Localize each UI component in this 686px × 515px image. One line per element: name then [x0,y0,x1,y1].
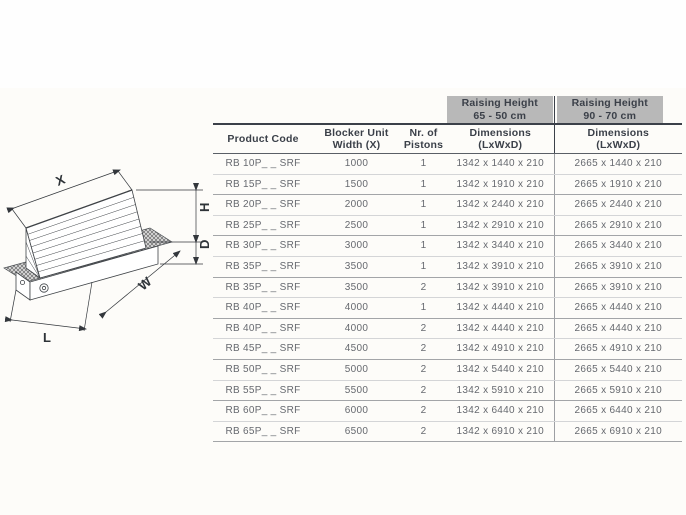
dimensions-90-70-cell: 2665 x 4440 x 210 [554,298,682,319]
blocker-width-cell: 2500 [313,215,400,236]
product-code-cell: RB 40P_ _ SRF [213,298,313,319]
column-header-nr-of-pistons [400,124,447,154]
group-header-65-50-line2: 65 - 50 cm [473,109,527,122]
pistons-cell: 1 [400,154,447,175]
pistons-cell: 1 [400,236,447,257]
blocker-width-cell: 6500 [313,421,400,442]
dimensions-65-50-cell: 1342 x 2910 x 210 [447,215,554,236]
pistons-cell: 2 [400,359,447,380]
table-row [213,256,682,277]
column-header-dimensions2-line1: Dimensions [587,126,649,139]
column-header-row [213,124,682,154]
pistons-cell: 1 [400,256,447,277]
road-blocker-diagram [0,148,215,383]
column-header-product-code-label: Product Code [227,132,299,145]
dimensions-65-50-cell: 1342 x 4440 x 210 [447,298,554,319]
dimensions-65-50-cell: 1342 x 1910 x 210 [447,174,554,195]
dimensions-90-70-cell: 2665 x 5910 x 210 [554,380,682,401]
column-header-blocker-unit-width [313,124,400,154]
column-header-dimensions1-line2: (LxWxD) [478,139,523,151]
dimension-label-l: L [43,330,51,345]
table-row [213,421,682,442]
pistons-cell: 2 [400,380,447,401]
blocker-width-cell: 3500 [313,256,400,277]
dimensions-90-70-cell: 2665 x 3910 x 210 [554,277,682,298]
table-row [213,359,682,380]
pistons-cell: 2 [400,339,447,360]
dimensions-65-50-cell: 1342 x 5910 x 210 [447,380,554,401]
group-header-90-70-line2: 90 - 70 cm [583,109,637,122]
product-code-cell: RB 60P_ _ SRF [213,401,313,422]
dimensions-65-50-cell: 1342 x 4910 x 210 [447,339,554,360]
column-header-dimensions2-line2: (LxWxD) [596,139,641,151]
group-header-spacer [213,96,447,124]
blocker-width-cell: 3500 [313,277,400,298]
table-row [213,318,682,339]
column-header-blocker-unit-line1: Blocker Unit [324,126,389,139]
pistons-cell: 2 [400,318,447,339]
blocker-width-cell: 2000 [313,195,400,216]
dimensions-90-70-cell: 2665 x 4440 x 210 [554,318,682,339]
blocker-width-cell: 1000 [313,154,400,175]
dimensions-90-70-cell: 2665 x 5440 x 210 [554,359,682,380]
dimensions-90-70-cell: 2665 x 2440 x 210 [554,195,682,216]
road-blocker-isometric-drawing [0,148,215,383]
product-code-cell: RB 45P_ _ SRF [213,339,313,360]
pistons-cell: 1 [400,195,447,216]
column-header-dimensions-90-70 [554,124,682,154]
dimensions-90-70-cell: 2665 x 6440 x 210 [554,401,682,422]
table-row [213,154,682,175]
table-row [213,401,682,422]
product-code-cell: RB 10P_ _ SRF [213,154,313,175]
table-row [213,277,682,298]
product-code-cell: RB 35P_ _ SRF [213,277,313,298]
blocker-width-cell: 5500 [313,380,400,401]
column-header-pistons-line1: Nr. of [409,126,438,139]
group-header-90-70 [554,96,682,124]
product-code-cell: RB 20P_ _ SRF [213,195,313,216]
column-header-dimensions-65-50 [447,124,554,154]
blocker-width-cell: 4000 [313,298,400,319]
specifications-table [213,96,682,442]
product-code-cell: RB 15P_ _ SRF [213,174,313,195]
dimensions-65-50-cell: 1342 x 1440 x 210 [447,154,554,175]
blocker-width-cell: 6000 [313,401,400,422]
pistons-cell: 1 [400,215,447,236]
dimension-label-x: X [53,171,68,189]
dimensions-90-70-cell: 2665 x 3440 x 210 [554,236,682,257]
table-row [213,215,682,236]
dimensions-90-70-cell: 2665 x 3910 x 210 [554,256,682,277]
table-row [213,339,682,360]
group-header-65-50 [447,96,554,124]
dimension-label-w: W [135,273,155,294]
dimensions-65-50-cell: 1342 x 6440 x 210 [447,401,554,422]
dimensions-65-50-cell: 1342 x 2440 x 210 [447,195,554,216]
dimensions-65-50-cell: 1342 x 3910 x 210 [447,277,554,298]
dimensions-65-50-cell: 1342 x 6910 x 210 [447,421,554,442]
pistons-cell: 1 [400,298,447,319]
blocker-width-cell: 3000 [313,236,400,257]
group-header-65-50-line1: Raising Height [461,97,538,109]
blocker-width-cell: 4500 [313,339,400,360]
column-header-dimensions1-line1: Dimensions [469,126,531,139]
dimension-label-d: D [197,239,212,249]
dimensions-65-50-cell: 1342 x 4440 x 210 [447,318,554,339]
raising-height-group-row [213,96,682,124]
group-header-90-70-line1: Raising Height [571,97,648,109]
table-row [213,236,682,257]
blocker-width-cell: 4000 [313,318,400,339]
product-code-cell: RB 35P_ _ SRF [213,256,313,277]
dimension-label-h: H [197,202,212,212]
dimensions-90-70-cell: 2665 x 2910 x 210 [554,215,682,236]
dimensions-65-50-cell: 1342 x 3440 x 210 [447,236,554,257]
dimensions-90-70-cell: 2665 x 6910 x 210 [554,421,682,442]
dimensions-65-50-cell: 1342 x 5440 x 210 [447,359,554,380]
product-code-cell: RB 50P_ _ SRF [213,359,313,380]
column-header-product-code [213,124,313,154]
table-row [213,380,682,401]
pistons-cell: 2 [400,421,447,442]
product-code-cell: RB 65P_ _ SRF [213,421,313,442]
product-code-cell: RB 30P_ _ SRF [213,236,313,257]
column-header-pistons-line2: Pistons [403,139,444,151]
product-code-cell: RB 25P_ _ SRF [213,215,313,236]
blocker-width-cell: 5000 [313,359,400,380]
product-code-cell: RB 40P_ _ SRF [213,318,313,339]
dimensions-65-50-cell: 1342 x 3910 x 210 [447,256,554,277]
product-code-cell: RB 55P_ _ SRF [213,380,313,401]
table-row [213,195,682,216]
pistons-cell: 2 [400,401,447,422]
blocker-width-cell: 1500 [313,174,400,195]
column-header-blocker-unit-line2: Width (X) [332,139,381,151]
dimensions-90-70-cell: 2665 x 4910 x 210 [554,339,682,360]
pistons-cell: 2 [400,277,447,298]
pistons-cell: 1 [400,174,447,195]
table-row [213,298,682,319]
dimensions-90-70-cell: 2665 x 1440 x 210 [554,154,682,175]
dimensions-90-70-cell: 2665 x 1910 x 210 [554,174,682,195]
table-row [213,174,682,195]
